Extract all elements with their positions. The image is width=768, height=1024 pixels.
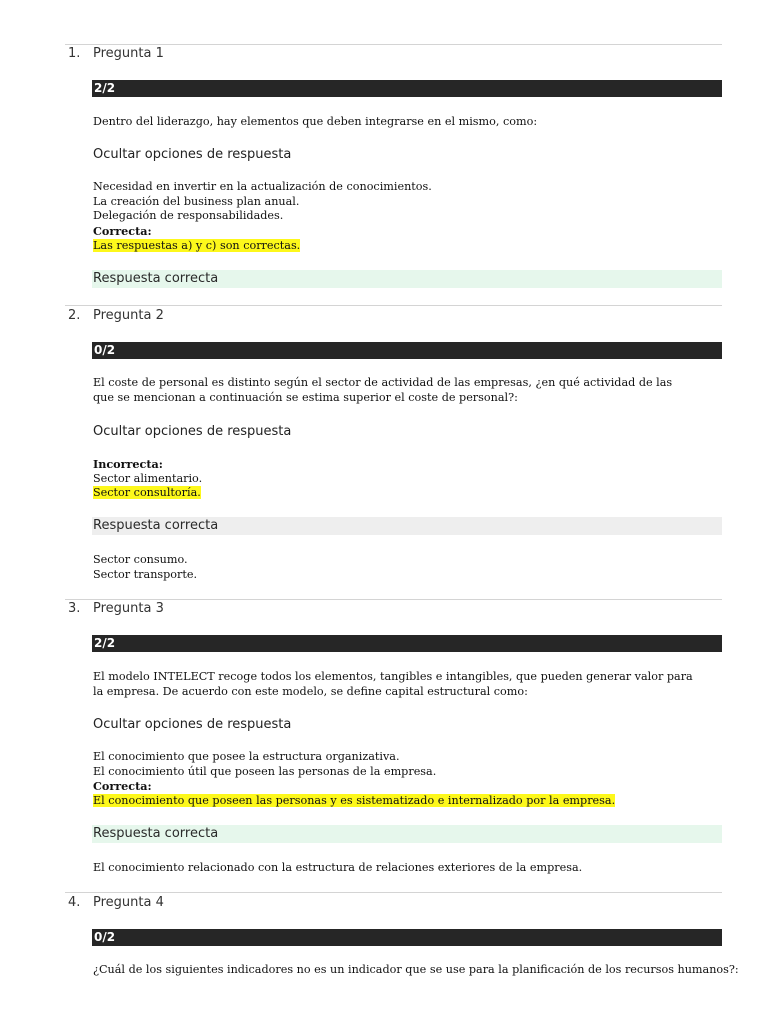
question-divider	[65, 305, 722, 306]
correct-answer-bar: Respuesta correcta	[92, 270, 722, 288]
hide-options-toggle[interactable]: Ocultar opciones de respuesta	[93, 424, 292, 439]
question-number: 4.	[68, 895, 81, 910]
answer-options	[93, 180, 432, 254]
answer-status-label: Correcta:	[93, 224, 152, 239]
question-text: Dentro del liderazgo, hay elementos que deben integrarse en el mismo, como:	[93, 115, 538, 128]
selected-answer: El conocimiento que poseen las personas y es sistematizado e internalizado por la empresa.	[93, 794, 616, 808]
correct-answer-bar: Respuesta correcta	[92, 825, 722, 843]
question-number: 3.	[68, 601, 81, 616]
hide-options-toggle[interactable]: Ocultar opciones de respuesta	[93, 717, 292, 732]
question-number: 1.	[68, 46, 81, 61]
score-bar: 0/2	[92, 342, 722, 359]
answer-option: Sector alimentario.	[93, 471, 203, 485]
question-text: El modelo INTELECT recoge todos los elementos, tangibles e intangibles, que pueden generar valor para la empresa. De acuerdo con este modelo, se define capital estructural como:	[93, 670, 693, 698]
score-bar: 2/2	[92, 80, 722, 97]
score-bar: 2/2	[92, 635, 722, 652]
question-number: 2.	[68, 308, 81, 323]
question-header	[68, 307, 164, 324]
answer-option: Sector consumo.	[93, 553, 188, 566]
answer-options	[93, 750, 615, 809]
question-header	[68, 894, 164, 911]
question-text: El coste de personal es distinto según el sector de actividad de las empresas, ¿en qué actividad de las que se mencionan a continuación se estima superior el coste de personal?:	[93, 376, 673, 404]
selected-answer: Sector consultoría.	[93, 486, 201, 500]
question-title: Pregunta 1	[93, 46, 164, 61]
answer-option: El conocimiento útil que poseen las personas de la empresa.	[93, 764, 437, 778]
selected-answer: Las respuestas a) y c) son correctas.	[93, 238, 301, 252]
answer-option: Delegación de responsabilidades.	[93, 209, 284, 223]
answer-options	[93, 553, 197, 582]
score-bar: 0/2	[92, 929, 722, 946]
answer-options	[93, 457, 202, 501]
correct-answer-bar: Respuesta correcta	[92, 517, 722, 535]
question-text: ¿Cuál de los siguientes indicadores no es un indicador que se use para la planificación de los recursos humanos?:	[93, 963, 739, 976]
hide-options-toggle[interactable]: Ocultar opciones de respuesta	[93, 147, 292, 162]
answer-option: El conocimiento que posee la estructura organizativa.	[93, 750, 400, 763]
answer-option: La creación del business plan anual.	[93, 194, 300, 208]
answer-option: Necesidad en invertir en la actualización de conocimientos.	[93, 180, 432, 193]
question-title: Pregunta 3	[93, 601, 164, 616]
question-title: Pregunta 2	[93, 308, 164, 323]
answer-status-label: Correcta:	[93, 779, 152, 794]
answer-option: El conocimiento relacionado con la estructura de relaciones exteriores de la empresa.	[93, 861, 583, 874]
answer-option: Sector transporte.	[93, 567, 198, 581]
question-header	[68, 45, 164, 62]
answer-status-label: Incorrecta:	[93, 457, 163, 471]
question-divider	[65, 892, 722, 893]
question-title: Pregunta 4	[93, 895, 164, 910]
question-header	[68, 600, 164, 617]
